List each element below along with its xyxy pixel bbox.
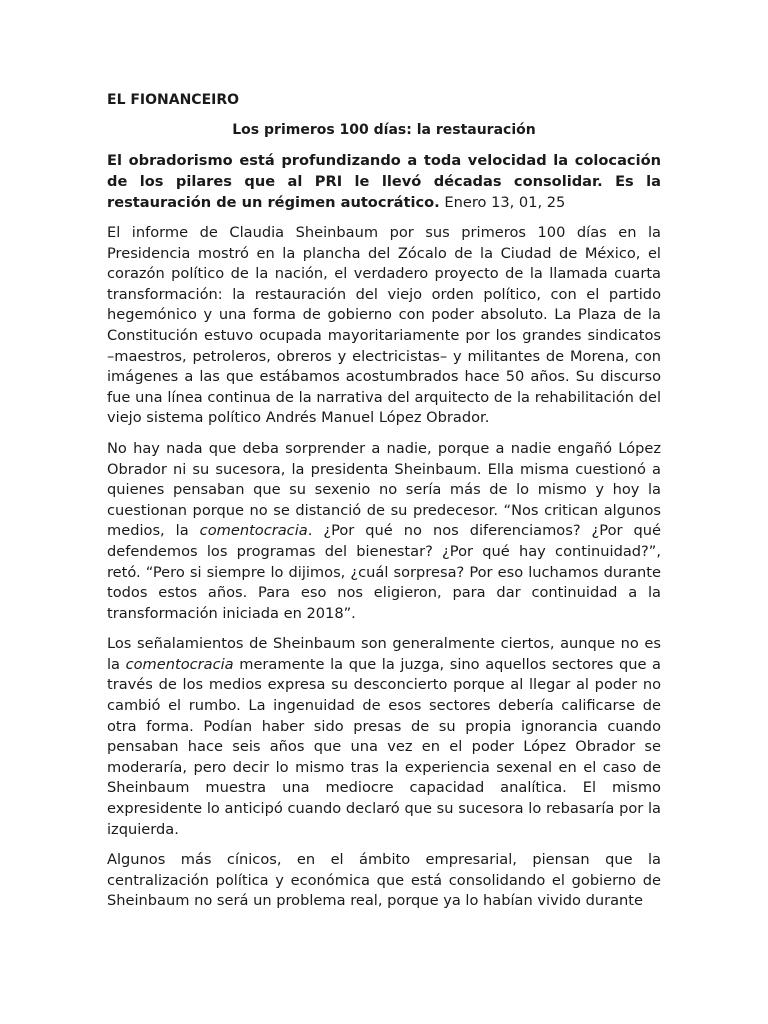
paragraph-2-part1: No hay nada que deba sorprender a nadie, porque a nadie engañó López Obrador ni su sucesora, la presidenta Sheinbaum. Ella misma cuestionó a quienes pensaban que su sexenio no sería más de lo mismo y hoy la cuestionan porque no se distanció de su predecesor. “Nos critican algunos medios, la — [107, 439, 661, 540]
paragraph-3 — [107, 634, 661, 840]
article-title: Los primeros 100 días: la restauración — [232, 122, 536, 138]
document-page — [107, 90, 661, 922]
article-lead — [107, 150, 661, 213]
paragraph-4: Algunos más cínicos, en el ámbito empresarial, piensan que la centralización política y económica que está consolidando el gobierno de Sheinbaum no será un problema real, porque ya lo habían vivido durante — [107, 851, 661, 910]
publication-name: EL FIONANCEIRO — [107, 92, 240, 108]
paragraph-2-italic: comentocracia — [199, 522, 308, 540]
paragraph-3-part1: Los señalamientos de Sheinbaum son generalmente ciertos, aunque no es la — [107, 635, 661, 673]
paragraph-3-italic: comentocracia — [125, 655, 234, 673]
lead-summary: El obradorismo está profundizando a toda velocidad la colocación de los pilares que al PRI le llevó décadas consolidar. Es la restauración de un régimen autocrático. — [107, 152, 661, 211]
paragraph-2 — [107, 439, 661, 624]
paragraph-2-part2: . ¿Por qué no nos diferenciamos? ¿Por qué defendemos los programas del bienestar? ¿Por qué hay continuidad?”, retó. “Pero si siempre lo dijimos, ¿cuál sorpresa? Por eso luchamos durante todos estos años. Para eso nos eligieron, para dar continuidad a la transformación iniciada en 2018”. — [107, 522, 661, 622]
paragraph-1: El informe de Claudia Sheinbaum por sus primeros 100 días en la Presidencia mostró en la plancha del Zócalo de la Ciudad de México, el corazón político de la nación, el verdadero proyecto de la llamada cuarta transformación: la restauración del viejo orden político, con el partido hegemónico y una forma de gobierno con poder absoluto. La Plaza de la Constitución estuvo ocupada mayoritariamente por los grandes sindicatos –maestros, petroleros, obreros y electricistas– y militantes de Morena, con imágenes a las que estábamos acostumbrados hace 50 años. Su discurso fue una línea continua de la narrativa del arquitecto de la rehabilitación del viejo sistema político Andrés Manuel López Obrador. — [107, 224, 661, 427]
article-date: Enero 13, 01, 25 — [439, 194, 566, 211]
paragraph-3-part2: meramente la que la juzga, sino aquellos sectores que a través de los medios expresa su desconcierto porque al llegar al poder no cambió el rumbo. La ingenuidad de esos sectores debería calificarse de otra forma. Podían haber sido presas de su propia ignorancia cuando pensaban hace seis años que una vez en el poder López Obrador se moderaría, pero decir lo mismo tras la experiencia sexenal en el caso de Sheinbaum muestra una mediocre capacidad analítica. El mismo expresidente lo anticipó cuando declaró que su sucesora lo rebasaría por la izquierda. — [107, 655, 661, 838]
